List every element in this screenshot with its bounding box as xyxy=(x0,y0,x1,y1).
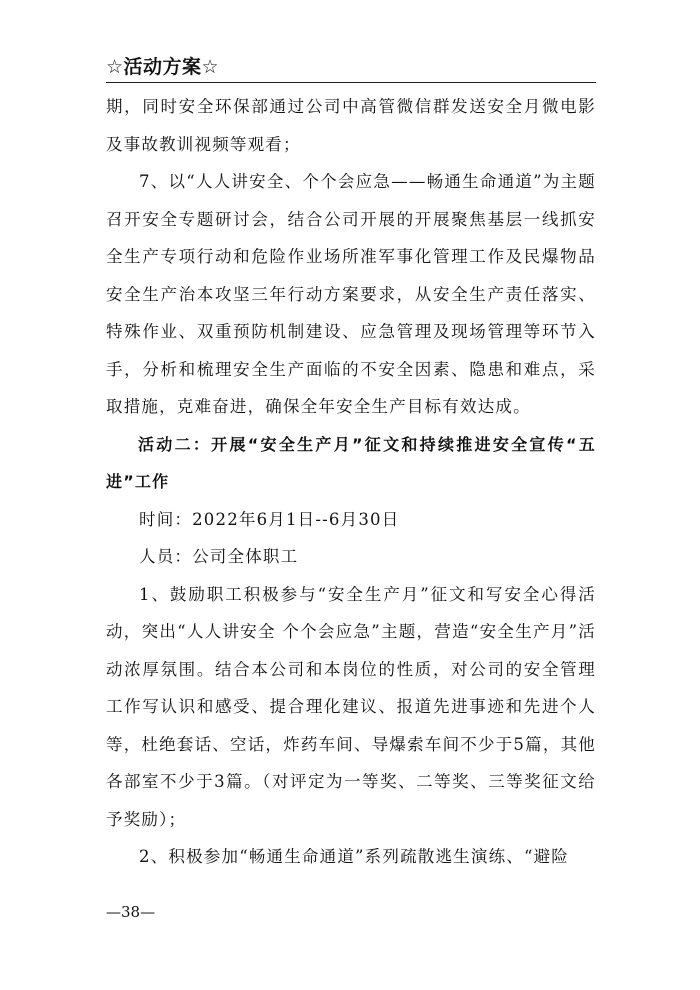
paragraph-item-7: 7、以“人人讲安全、个个会应急——畅通生命通道”为主题召开安全专题研讨会，结合公司开展的开展聚焦基层一线抓安全生产专项行动和危险作业场所准军事化管理工作及民爆物品安全生产治本攻坚三年行动方案要求，从安全生产责任落实、特殊作业、双重预防机制建设、应急管理及现场管理等环节入手，分析和梳理安全生产面临的不安全因素、隐患和难点，采取措施，克难奋进，确保全年安全生产目标有效达成。 xyxy=(106,172,596,416)
paragraph-item-2: 2、积极参加“畅通生命通道”系列疏散逃生演练、“避险 xyxy=(139,847,570,866)
paragraph-continuation: 期，同时安全环保部通过公司中高管微信群发送安全月微电影及事故教训视频等观看； xyxy=(106,97,596,154)
page-number: —38— xyxy=(106,903,156,921)
body-text xyxy=(106,88,596,876)
activity-two-heading: 活动二：开展“安全生产月”征文和持续推进安全宣传“五进”工作 xyxy=(106,434,596,491)
activity-time: 时间：2022年6月1日--6月30日 xyxy=(139,509,400,529)
section-header-title: ☆活动方案☆ xyxy=(106,56,220,78)
activity-personnel: 人员：公司全体职工 xyxy=(139,547,299,566)
header-divider xyxy=(106,82,596,83)
paragraph-item-1: 1、鼓励职工积极参与“安全生产月”征文和写安全心得活动，突出“人人讲安全 个个会应急”主题，营造“安全生产月”活动浓厚氛围。结合本公司和本岗位的性质，对公司的安全管理工作写认识和感受、提合理化建议、报道先进事迹和先进个人等，杜绝套话、空话，炸药车间、导爆索车间不少于5篇，其他各部室不少于3篇。（对评定为一等奖、二等奖、三等奖征文给予奖励）； xyxy=(106,584,596,829)
